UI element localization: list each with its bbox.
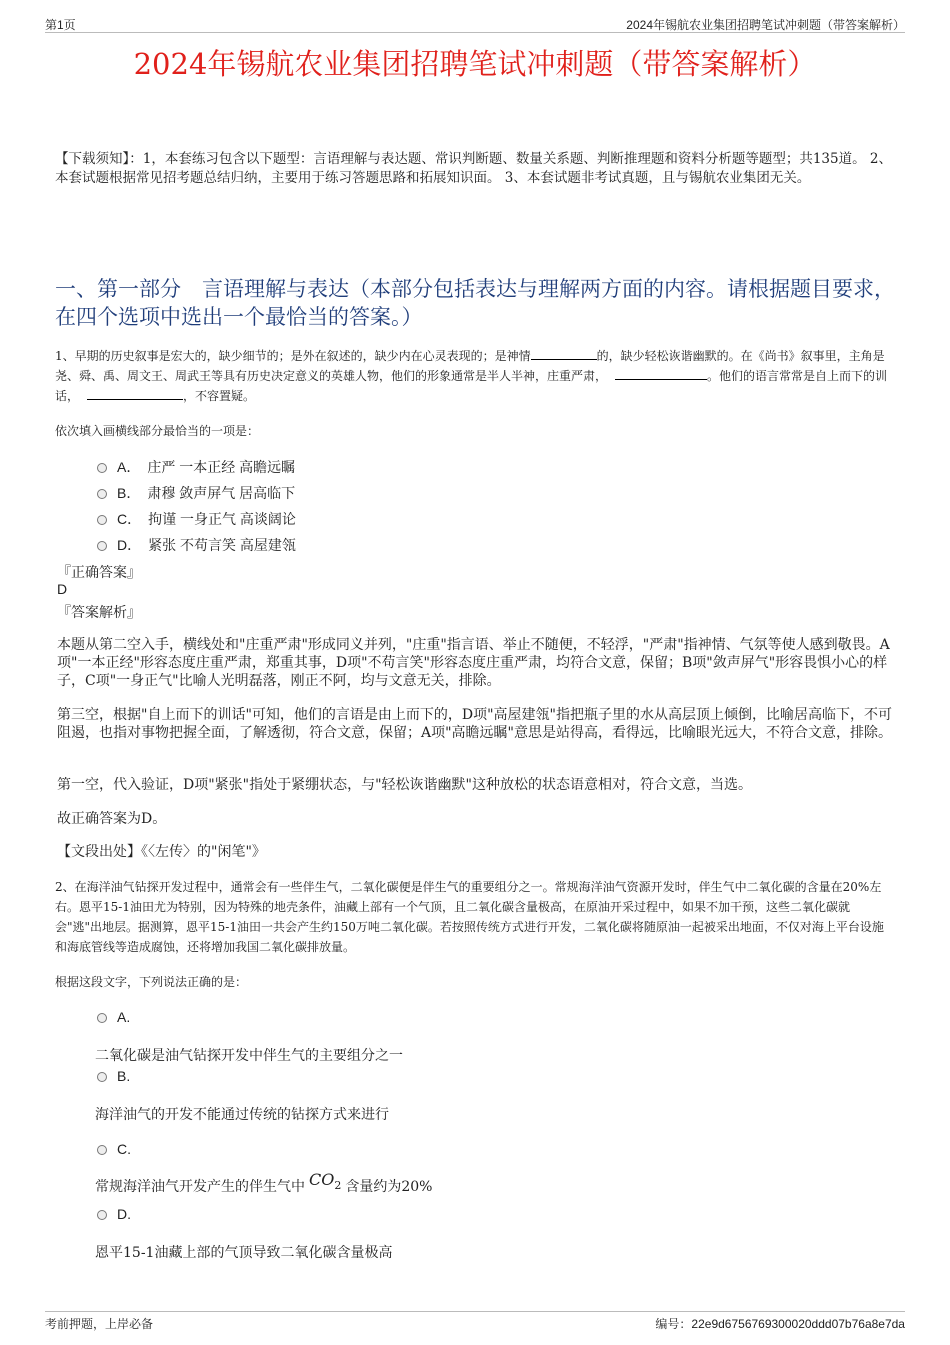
section-heading: 一、第一部分 言语理解与表达（本部分包括表达与理解两方面的内容。请根据题目要求，在四个选项中选出一个最恰当的答案。） [55,277,895,329]
source-note: 【文段出处】《〈左传〉的"闲笔"》 [57,844,266,860]
option-label: D. [117,1206,131,1222]
q1-text-part: 的，缺少轻松诙谐幽默的。在《尚书》叙事里，主角是尧、舜、禹、周文王、周武王等具有历史决定意义的英雄人物，他们的形象通常是半人半神，庄重严肃， [55,349,885,383]
document-title: 2024年锡航农业集团招聘笔试冲刺题（带答案解析） [133,47,817,81]
option-label: B． 肃穆 敛声屏气 居高临下 [117,485,296,501]
blank-1 [531,347,597,360]
analysis-label: 『答案解析』 [57,604,141,620]
download-notice: 【下载须知】：1，本套练习包含以下题型：言语理解与表达题、常识判断题、数量关系题、判断推理题和资料分析题等题型；共135道。 2、本套试题根据常见招考题总结归纳，主要用于练习答题思路和拓展知识面。 3、本套试题非考试真题，且与锡航农业集团无关。 [55,151,892,186]
option-label: C. [117,1141,131,1157]
page-header [45,14,905,33]
radio-button[interactable] [97,541,107,551]
q1-option-b[interactable] [97,483,295,503]
q1-text-part: ，不容置疑。 [183,389,256,403]
page-footer [45,1311,905,1332]
analysis-paragraph: 本题从第二空入手，横线处和"庄重严肃"形成同义并列，"庄重"指言语、举止不随便，不轻浮，"严肃"指神情、气氛等使人感到敬畏。A项"一本正经"形容态度庄重严肃，郑重其事，D项"不苟言笑"形容态度庄重严肃，均符合文意，保留；B项"敛声屏气"形容畏惧小心的样子，C项"一身正气"比喻人光明磊落，刚正不阿，均与文意无关，排除。 [57,637,890,689]
page-number: 第1页 [45,18,76,32]
radio-button[interactable] [97,515,107,525]
option-text: 常规海洋油气开发产生的伴生气中 [95,1179,305,1195]
q2-option-d[interactable] [97,1206,131,1222]
q2-option-a[interactable] [97,1009,130,1025]
option-label: C． 拘谨 一身正气 高谈阔论 [117,511,296,527]
question-1-prompt: 依次填入画横线部分最恰当的一项是： [55,424,260,438]
q1-text-part: 。他们的语言常常是自上而下的训话， [55,369,888,403]
q2-option-a-text: 二氧化碳是油气钻探开发中伴生气的主要组分之一 [95,1048,403,1064]
formula-base: CO [309,1170,335,1189]
option-label: B. [117,1068,131,1084]
q2-option-c-text [95,1170,433,1198]
option-text: 含量约为20% [345,1179,433,1195]
q2-option-d-text: 恩平15-1油藏上部的气顶导致二氧化碳含量极高 [95,1245,393,1261]
radio-button[interactable] [97,1072,107,1082]
question-2-prompt: 根据这段文字，下列说法正确的是： [55,975,248,989]
blank-2 [615,367,707,380]
question-2-text: 2、在海洋油气钻探开发过程中，通常会有一些伴生气，二氧化碳便是伴生气的重要组分之一。常规海洋油气资源开发时，伴生气中二氧化碳的含量在20%左右。恩平15-1油田尤为特别，因为特殊的地壳条件，油藏上部有一个气顶，且二氧化碳含量极高，在原油开采过程中，如果不加干预，这些二氧化碳就会"逃"出地层。据测算，恩平15-1油田一共会产生约150万吨二氧化碳。若按照传统方式进行开发，二氧化碳将随原油一起被采出地面，不仅对海上平台设施和海底管线等造成腐蚀，还将增加我国二氧化碳排放量。 [55,880,884,954]
q1-option-c[interactable] [97,509,296,529]
q2-option-b[interactable] [97,1068,130,1084]
document-id: 编号：22e9d6756769300020ddd07b76a8e7da [655,1317,905,1331]
footer-slogan: 考前押题，上岸必备 [45,1317,154,1331]
analysis-paragraph: 第三空，根据"自上而下的训话"可知，他们的言语是由上而下的，D项"高屋建瓴"指把瓶子里的水从高层顶上倾倒，比喻居高临下，不可阻遏，也指对事物把握全面，了解透彻，符合文意，保留；A项"高瞻远瞩"意思是站得高，看得远，比喻眼光远大，不符合文意，排除。 [57,707,892,741]
formula-subscript: 2 [334,1179,342,1193]
q2-option-b-text: 海洋油气的开发不能通过传统的钻探方式来进行 [95,1107,389,1123]
question-1-text [55,346,900,406]
option-label: A. [117,1009,131,1025]
correct-answer: D [57,581,68,597]
header-doc-title: 2024年锡航农业集团招聘笔试冲刺题（带答案解析） [626,18,905,32]
q1-option-d[interactable] [97,535,296,555]
radio-button[interactable] [97,1210,107,1220]
radio-button[interactable] [97,1145,107,1155]
q1-option-a[interactable] [97,457,295,477]
option-label: A． 庄严 一本正经 高瞻远瞩 [117,459,296,475]
analysis-paragraph: 故正确答案为D。 [57,811,167,827]
blank-3 [87,387,183,400]
answer-label: 『正确答案』 [57,564,141,580]
radio-button[interactable] [97,463,107,473]
co2-formula [309,1170,342,1193]
option-label: D． 紧张 不苟言笑 高屋建瓴 [117,537,296,553]
radio-button[interactable] [97,489,107,499]
radio-button[interactable] [97,1013,107,1023]
q1-text-part: 1、早期的历史叙事是宏大的，缺少细节的；是外在叙述的，缺少内在心灵表现的；是神情 [55,349,531,363]
analysis-paragraph: 第一空，代入验证，D项"紧张"指处于紧绷状态，与"轻松诙谐幽默"这种放松的状态语意相对，符合文意，当选。 [57,777,752,793]
q2-option-c[interactable] [97,1141,131,1157]
